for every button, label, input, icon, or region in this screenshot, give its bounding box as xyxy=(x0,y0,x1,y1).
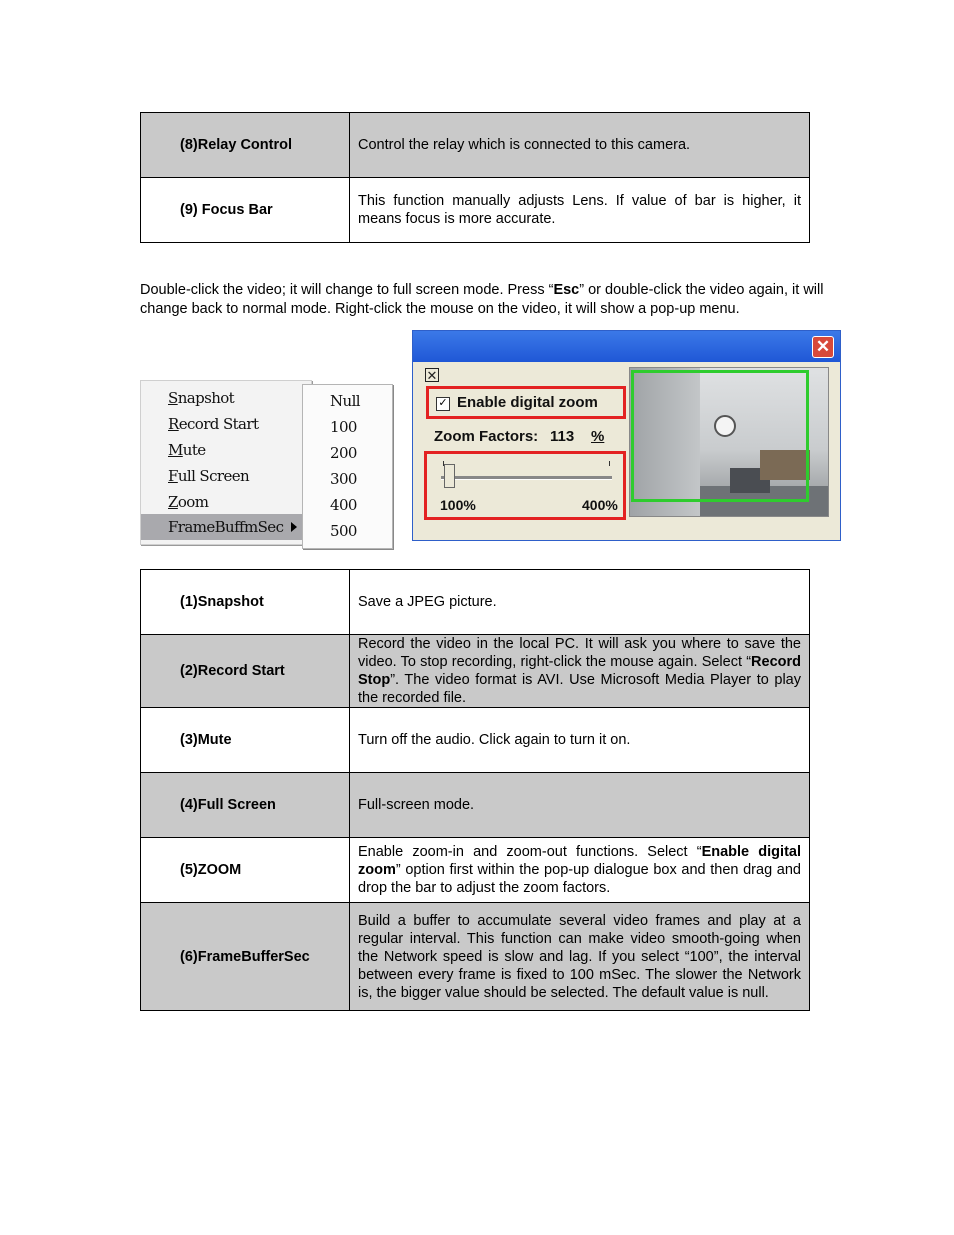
esc-key: Esc xyxy=(553,282,580,298)
menu-item-snapshot[interactable]: Snapshot xyxy=(168,389,235,407)
submenu-item-300[interactable]: 300 xyxy=(330,470,357,488)
table-row xyxy=(141,113,810,178)
zoom-area-frame[interactable] xyxy=(631,370,809,502)
row-label: (1)Snapshot xyxy=(141,570,350,635)
row-description: This function manually adjusts Lens. If value of bar is higher, it means focus is more accurate. xyxy=(350,178,810,243)
table-row xyxy=(141,903,810,1011)
row-description: Full-screen mode. xyxy=(350,773,810,838)
menu-item-framebuffmsec[interactable]: FrameBuffmSec xyxy=(141,514,303,540)
submenu-item-500[interactable]: 500 xyxy=(330,522,357,540)
dialog-titlebar xyxy=(413,331,840,362)
fullscreen-instructions xyxy=(140,281,858,319)
popup-menu xyxy=(140,380,312,545)
table-row xyxy=(141,635,810,708)
close-box-icon[interactable]: ✕ xyxy=(426,368,438,383)
enable-zoom-checkbox[interactable]: ✓ xyxy=(436,397,450,411)
row-label: (3)Mute xyxy=(141,708,350,773)
zoom-factors-label: Zoom Factors: xyxy=(434,428,539,445)
enable-zoom-highlight xyxy=(426,386,626,419)
table-row xyxy=(141,773,810,838)
enable-zoom-label: Enable digital zoom xyxy=(457,394,598,411)
zoom-factor-value: 113 xyxy=(550,428,575,445)
row-description: Turn off the audio. Click again to turn it on. xyxy=(350,708,810,773)
zoom-slider-thumb[interactable] xyxy=(444,464,455,488)
row-description: Record the video in the local PC. It will ask you where to save the video. To stop recording, right-click the mouse again. Select “Record Stop”. The video format is AVI. Use Microsoft Media Player to play the recorded file. xyxy=(350,635,810,708)
row-label: (9) Focus Bar xyxy=(141,178,350,243)
slider-tick xyxy=(609,461,610,466)
row-description: Control the relay which is connected to this camera. xyxy=(350,113,810,178)
table-row xyxy=(141,838,810,903)
submenu-item-400[interactable]: 400 xyxy=(330,496,357,514)
menu-item-record-start[interactable]: Record Start xyxy=(168,415,259,433)
row-label: (5)ZOOM xyxy=(141,838,350,903)
zoom-slider-highlight xyxy=(424,451,626,520)
table-row xyxy=(141,708,810,773)
menu-item-mute[interactable]: Mute xyxy=(168,441,206,459)
para-text-2: ” or double-click the video again, it will change back to normal mode. Right-click the mouse on the video, it will show a pop-up menu. xyxy=(140,282,824,317)
row-description: Enable zoom-in and zoom-out functions. Select “Enable digital zoom” option first within the pop-up dialogue box and then drag and drop the bar to adjust the zoom factors. xyxy=(350,838,810,903)
submenu-item-100[interactable]: 100 xyxy=(330,418,357,436)
row-description: Save a JPEG picture. xyxy=(350,570,810,635)
function-table-top xyxy=(140,112,810,243)
digital-zoom-dialog xyxy=(412,330,841,541)
close-icon[interactable]: ✕ xyxy=(812,336,834,358)
table-row xyxy=(141,570,810,635)
row-label: (6)FrameBufferSec xyxy=(141,903,350,1011)
submenu-arrow-icon xyxy=(291,522,297,532)
popup-menu-function-table xyxy=(140,569,810,1011)
row-label: (4)Full Screen xyxy=(141,773,350,838)
zoom-slider-track[interactable] xyxy=(441,476,612,480)
para-text-1: Double-click the video; it will change to full screen mode. Press “ xyxy=(140,282,554,298)
zoom-factor-unit: % xyxy=(591,428,605,445)
row-label: (2)Record Start xyxy=(141,635,350,708)
slider-max-label: 400% xyxy=(582,497,618,513)
menu-item-zoom[interactable]: Zoom xyxy=(168,493,209,511)
submenu-item-null[interactable]: Null xyxy=(330,392,360,410)
menu-item-full-screen[interactable]: Full Screen xyxy=(168,467,250,485)
slider-min-label: 100% xyxy=(440,497,476,513)
framebuffer-submenu xyxy=(302,384,393,549)
table-row xyxy=(141,178,810,243)
row-description: Build a buffer to accumulate several video frames and play at a regular interval. This function can make video smooth-going when the Network speed is slow and lag. If you select “100”, the interval between every frame is fixed to 100 mSec. The slower the Network is, the bigger value should be selected. The default value is null. xyxy=(350,903,810,1011)
submenu-item-200[interactable]: 200 xyxy=(330,444,357,462)
dialog-body xyxy=(416,362,837,538)
row-label: (8)Relay Control xyxy=(141,113,350,178)
